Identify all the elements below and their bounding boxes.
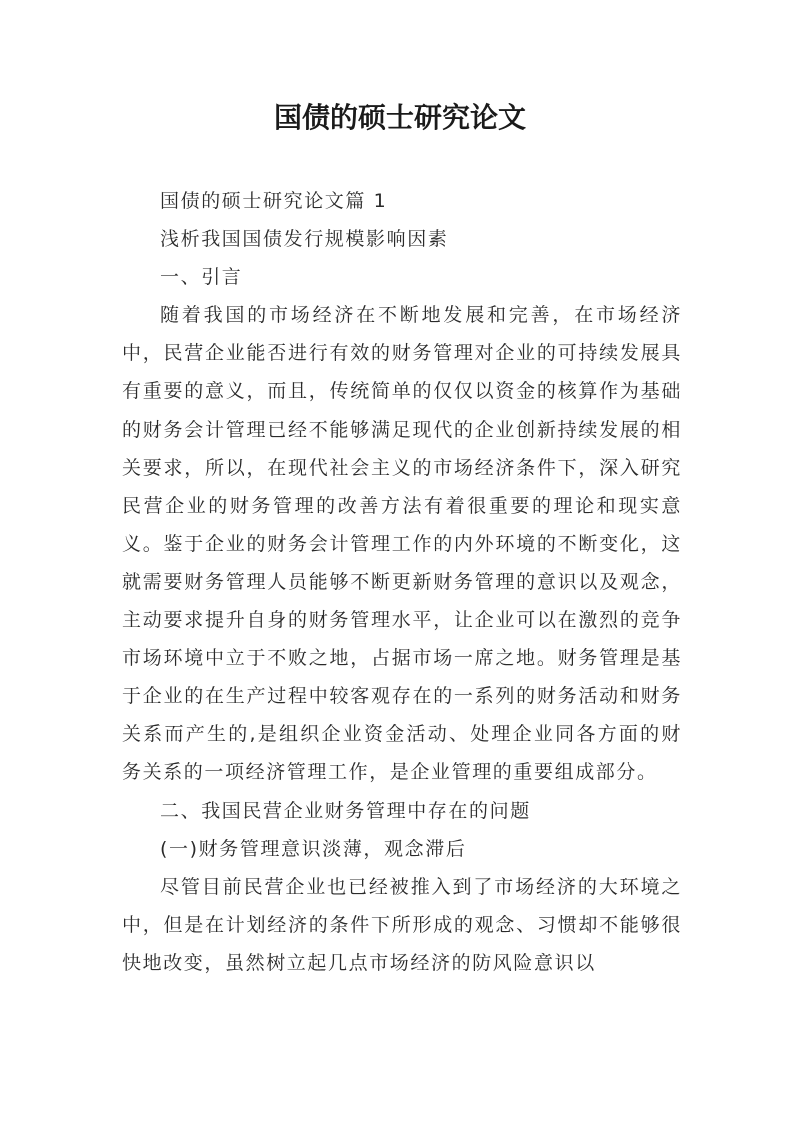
paragraph-section-label: 国债的硕士研究论文篇 1 [160, 190, 388, 212]
section-heading-introduction: 一、引言 [160, 266, 243, 289]
document-body [122, 182, 682, 982]
document-title: 国债的硕士研究论文 [273, 101, 526, 134]
paragraph-introduction-body: 随着我国的市场经济在不断地发展和完善，在市场经济中，民营企业能否进行有效的财务管理对企业的可持续发展具有重要的意义，而且，传统简单的仅仅以资金的核算作为基础的财务会计管理已经不能够满足现代的企业创新持续发展的相关要求，所以，在现代社会主义的市场经济条件下，深入研究民营企业的财务管理的改善方法有着很重要的理论和现实意义。鉴于企业的财务会计管理工作的内外环境的不断变化，这就需要财务管理人员能够不断更新财务管理的意识以及观念，主动要求提升自身的财务管理水平，让企业可以在激烈的竞争市场环境中立于不败之地，占据市场一席之地。财务管理是基于企业的在生产过程中较客观存在的一系列的财务活动和财务关系而产生的,是组织企业资金活动、处理企业同各方面的财务关系的一项经济管理工作，是企业管理的重要组成部分。 [122, 304, 682, 784]
section-heading-problems: 二、我国民营企业财务管理中存在的问题 [160, 799, 531, 822]
paragraph-subtitle: 浅析我国国债发行规模影响因素 [160, 228, 449, 251]
subsection-heading-awareness: (一)财务管理意识淡薄，观念滞后 [160, 837, 467, 860]
paragraph-awareness-body: 尽管目前民营企业也已经被推入到了市场经济的大环境之中，但是在计划经济的条件下所形成的观念、习惯却不能够很快地改变，虽然树立起几点市场经济的防风险意识以 [122, 875, 682, 974]
